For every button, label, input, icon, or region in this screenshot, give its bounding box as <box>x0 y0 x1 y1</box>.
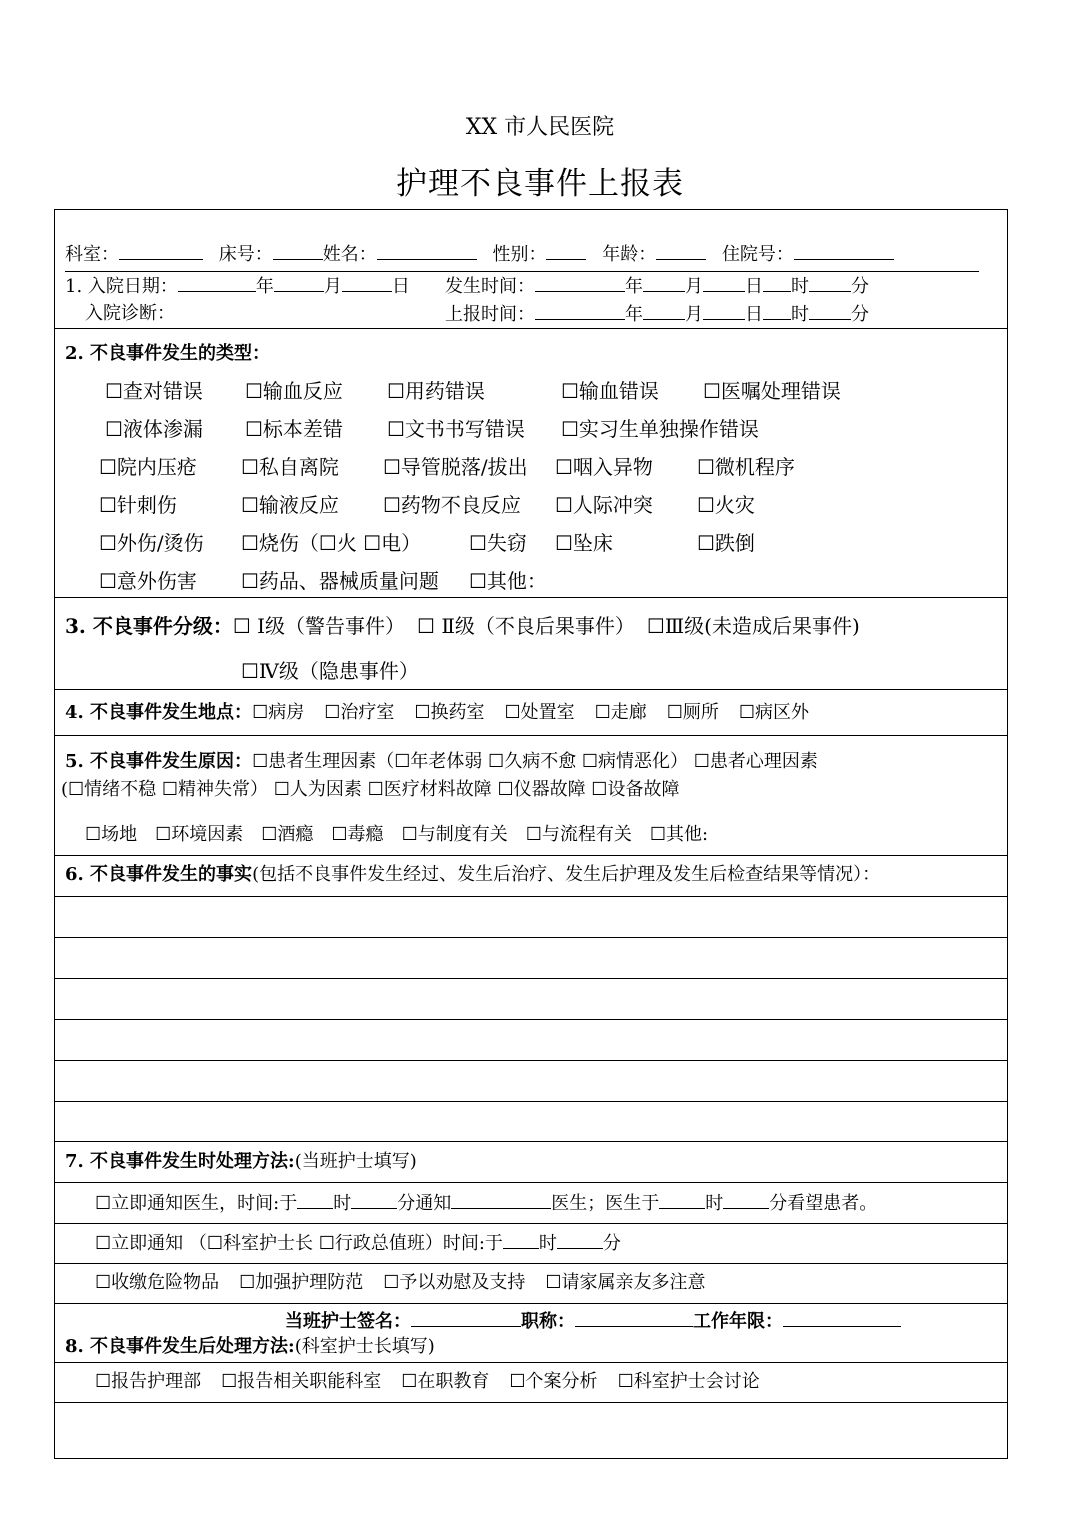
grade-option-3[interactable]: ☐Ⅲ级(未造成后果事件) <box>646 614 860 638</box>
event-type-option[interactable]: ☐微机程序 <box>697 455 795 479</box>
cause-option[interactable]: ☐酒瘾 <box>261 824 314 845</box>
event-type-option[interactable]: ☐跌倒 <box>697 531 755 555</box>
hour-unit: 时 <box>705 1193 724 1214</box>
form-title: 护理不良事件上报表 <box>396 166 684 202</box>
occur-minute-field[interactable] <box>809 275 851 292</box>
sec5-row1 <box>65 751 818 773</box>
event-type-option[interactable]: ☐人际冲突 <box>555 493 653 517</box>
location-option[interactable]: ☐处置室 <box>504 702 575 723</box>
year-unit: 年 <box>625 276 643 297</box>
nurse-title-field[interactable] <box>575 1310 693 1327</box>
event-type-option[interactable]: ☐输液反应 <box>241 493 339 517</box>
gender-field[interactable] <box>546 243 586 260</box>
after-option[interactable]: ☐报告相关职能科室 <box>221 1371 382 1392</box>
sec6-note: (包括不良事件发生经过、发生后治疗、发生后护理及发生后检查结果等情况）： <box>252 864 881 885</box>
immediate-handling-section <box>55 1142 1007 1304</box>
doctor-name-field[interactable] <box>451 1192 551 1209</box>
after-option[interactable]: ☐报告护理部 <box>95 1371 202 1392</box>
after-option[interactable]: ☐科室护士会讨论 <box>617 1371 760 1392</box>
grade-option-2[interactable]: ☐ Ⅱ级（不良后果事件） <box>417 614 635 638</box>
event-type-option[interactable]: ☐液体渗漏 <box>105 417 203 441</box>
cause-option[interactable]: ☐毒瘾 <box>331 824 384 845</box>
bed-label: 床号： <box>218 244 273 265</box>
event-type-option[interactable]: ☐私自离院 <box>241 455 339 479</box>
sec6-title: 6. 不良事件发生的事实 <box>65 864 253 885</box>
year-unit: 年 <box>255 276 274 297</box>
doctor-label: 医生；医生于 <box>551 1193 660 1214</box>
sec6-header <box>65 864 880 886</box>
sec7-header <box>65 1151 417 1173</box>
location-option[interactable]: ☐病区外 <box>738 702 810 723</box>
occur-day-field[interactable] <box>703 275 745 292</box>
occur-time-row <box>445 275 869 298</box>
report-time-row <box>445 303 869 326</box>
nurse-sign-label: 当班护士签名： <box>285 1311 411 1332</box>
sec2-title: 2. 不良事件发生的类型： <box>65 343 271 364</box>
admit-date-row <box>65 275 410 298</box>
signature-section <box>55 1304 1007 1363</box>
notify-minute-field[interactable] <box>351 1192 397 1209</box>
occur-time-label: 发生时间： <box>445 276 535 297</box>
sec8-header <box>65 1336 435 1358</box>
event-type-option[interactable]: ☐导管脱落/拔出 <box>383 455 528 479</box>
visit-label: 分看望患者。 <box>769 1193 878 1214</box>
admit-date-label: 1. 入院日期： <box>65 276 178 297</box>
report-minute-field[interactable] <box>809 303 851 320</box>
cause-option[interactable]: ☐与制度有关 <box>401 824 508 845</box>
sec5-row3 <box>85 824 708 846</box>
name-label: 姓名： <box>322 244 377 265</box>
event-cause-section <box>55 736 1007 856</box>
notify-doctor-row <box>95 1192 877 1215</box>
report-year-field[interactable] <box>535 303 625 320</box>
grade-option-4[interactable]: ☐Ⅳ级（隐患事件） <box>241 659 419 683</box>
month-unit: 月 <box>323 276 342 297</box>
event-type-section <box>55 329 1007 598</box>
sec7-title: 7. 不良事件发生时处理方法: <box>65 1151 295 1172</box>
event-type-option[interactable]: ☐实习生单独操作错误 <box>561 417 759 441</box>
after-handling-row <box>95 1371 760 1393</box>
event-grade-section <box>55 598 1007 690</box>
gender-label: 性别： <box>492 244 547 265</box>
diagnosis-row <box>85 303 175 325</box>
dept-label: 科室： <box>65 244 119 265</box>
cause-option[interactable]: ☐其他: <box>649 824 709 845</box>
diagnosis-label: 入院诊断： <box>85 303 175 324</box>
row-divider <box>55 1182 1007 1183</box>
event-type-option[interactable]: ☐用药错误 <box>387 379 485 403</box>
cause-options-line2[interactable]: (☐情绪不稳 ☐精神失常） ☐人为因素 ☐医疗材料故障 ☐仪器故障 ☐设备故障 <box>61 779 680 800</box>
notify-head-row <box>95 1232 621 1255</box>
event-type-option[interactable]: ☐院内压疮 <box>99 455 197 479</box>
signature-row <box>285 1310 901 1333</box>
month-unit: 月 <box>685 304 703 325</box>
admit-day-field[interactable] <box>342 275 392 292</box>
sec5-title: 5. 不良事件发生原因： <box>65 751 253 772</box>
notify-doctor-option[interactable]: ☐立即通知医生，时间:于 <box>95 1193 298 1214</box>
event-type-option[interactable]: ☐烧伤（☐火 ☐电） <box>241 531 422 555</box>
grade-option-1[interactable]: ☐ Ⅰ级（警告事件） <box>232 614 406 638</box>
location-option[interactable]: ☐病房 <box>252 702 305 723</box>
sec8-title: 8. 不良事件发生后处理方法: <box>65 1336 295 1357</box>
event-type-option[interactable]: ☐其他： <box>469 569 547 593</box>
after-handling-section <box>55 1363 1007 1403</box>
report-form <box>54 209 1008 1459</box>
info-underline <box>65 271 979 272</box>
event-type-option[interactable]: ☐输血反应 <box>245 379 343 403</box>
age-label: 年龄： <box>602 244 657 265</box>
cause-option[interactable]: ☐与流程有关 <box>525 824 632 845</box>
notify-head-minute-field[interactable] <box>557 1232 603 1249</box>
admission-no-field[interactable] <box>794 243 894 260</box>
cause-option[interactable]: ☐环境因素 <box>155 824 244 845</box>
event-type-option[interactable]: ☐输血错误 <box>561 379 659 403</box>
sec4-row <box>65 702 809 724</box>
cause-options-line1[interactable]: ☐患者生理因素（☐年老体弱 ☐久病不愈 ☐病情恶化） ☐患者心理因素 <box>252 751 818 772</box>
location-option[interactable]: ☐厕所 <box>666 702 719 723</box>
work-years-field[interactable] <box>783 1310 901 1327</box>
name-field[interactable] <box>377 243 477 260</box>
admit-year-field[interactable] <box>178 275 256 292</box>
sec3-row1 <box>65 614 860 638</box>
occur-hour-field[interactable] <box>763 275 791 292</box>
sec3-title: 3. 不良事件分级： <box>65 614 233 638</box>
minute-unit: 分 <box>602 1233 621 1254</box>
occur-month-field[interactable] <box>643 275 685 292</box>
measure-option[interactable]: ☐请家属亲友多注意 <box>545 1272 706 1293</box>
day-unit: 日 <box>745 304 763 325</box>
occur-year-field[interactable] <box>535 275 625 292</box>
event-type-option[interactable]: ☐医嘱处理错误 <box>703 379 841 403</box>
sec4-title: 4. 不良事件发生地点： <box>65 702 253 723</box>
nurse-sign-field[interactable] <box>411 1310 521 1327</box>
month-unit: 月 <box>685 276 703 297</box>
nurse-title-label: 职称： <box>521 1311 575 1332</box>
row-divider <box>55 1263 1007 1264</box>
admit-month-field[interactable] <box>274 275 324 292</box>
minute-unit: 分 <box>851 276 869 297</box>
hospital-name: XX 市人民医院 <box>465 115 615 140</box>
event-type-option[interactable]: ☐火灾 <box>697 493 755 517</box>
year-unit: 年 <box>625 304 643 325</box>
notify-head-hour-field[interactable] <box>503 1232 539 1249</box>
visit-hour-field[interactable] <box>659 1192 705 1209</box>
notify-head-option[interactable]: ☐立即通知 （☐科室护士长 ☐行政总值班）时间:于 <box>95 1233 503 1254</box>
report-day-field[interactable] <box>703 303 745 320</box>
event-type-option[interactable]: ☐文书书写错误 <box>387 417 525 441</box>
facts-input-area[interactable] <box>55 897 1007 1141</box>
admission-no-label: 住院号： <box>721 244 794 265</box>
hour-unit: 时 <box>538 1233 557 1254</box>
event-type-option[interactable]: ☐坠床 <box>555 531 613 555</box>
report-month-field[interactable] <box>643 303 685 320</box>
hour-unit: 时 <box>791 304 809 325</box>
hour-unit: 时 <box>791 276 809 297</box>
cause-option[interactable]: ☐场地 <box>85 824 138 845</box>
after-option[interactable]: ☐在职教育 <box>401 1371 490 1392</box>
report-hour-field[interactable] <box>763 303 791 320</box>
event-type-option[interactable]: ☐标本差错 <box>245 417 343 441</box>
bed-field[interactable] <box>273 243 323 260</box>
location-option[interactable]: ☐治疗室 <box>324 702 395 723</box>
age-field[interactable] <box>656 243 706 260</box>
notify-label: 分通知 <box>397 1193 452 1214</box>
event-type-option[interactable]: ☐药品、器械质量问题 <box>241 569 439 593</box>
day-unit: 日 <box>745 276 763 297</box>
event-type-option[interactable]: ☐咽入异物 <box>555 455 653 479</box>
sec8-note: (科室护士长填写) <box>294 1336 435 1357</box>
event-type-option[interactable]: ☐药物不良反应 <box>383 493 521 517</box>
event-facts-section <box>55 856 1007 1142</box>
measure-option[interactable]: ☐予以劝慰及支持 <box>383 1272 526 1293</box>
patient-basic-row <box>65 243 894 266</box>
hour-unit: 时 <box>333 1193 352 1214</box>
event-location-section <box>55 690 1007 736</box>
measure-option[interactable]: ☐加强护理防范 <box>239 1272 364 1293</box>
event-type-option[interactable]: ☐意外伤害 <box>99 569 197 593</box>
patient-info-section <box>55 210 1007 329</box>
visit-minute-field[interactable] <box>723 1192 769 1209</box>
measure-option[interactable]: ☐收缴危险物品 <box>95 1272 220 1293</box>
work-years-label: 工作年限： <box>693 1311 783 1332</box>
after-option[interactable]: ☐个案分析 <box>509 1371 598 1392</box>
event-type-option[interactable]: ☐查对错误 <box>105 379 203 403</box>
dept-field[interactable] <box>119 243 203 260</box>
event-type-option[interactable]: ☐失窃 <box>469 531 527 555</box>
after-handling-notes-area[interactable] <box>55 1404 1007 1458</box>
report-time-label: 上报时间： <box>445 304 535 325</box>
location-option[interactable]: ☐走廊 <box>594 702 647 723</box>
event-type-option[interactable]: ☐针刺伤 <box>99 493 177 517</box>
notify-hour-field[interactable] <box>297 1192 333 1209</box>
row-divider <box>55 1223 1007 1224</box>
measures-row <box>95 1272 706 1294</box>
day-unit: 日 <box>391 276 410 297</box>
event-type-option[interactable]: ☐外伤/烫伤 <box>99 531 204 555</box>
location-option[interactable]: ☐换药室 <box>414 702 485 723</box>
sec7-note: (当班护士填写) <box>294 1151 417 1172</box>
minute-unit: 分 <box>851 304 869 325</box>
